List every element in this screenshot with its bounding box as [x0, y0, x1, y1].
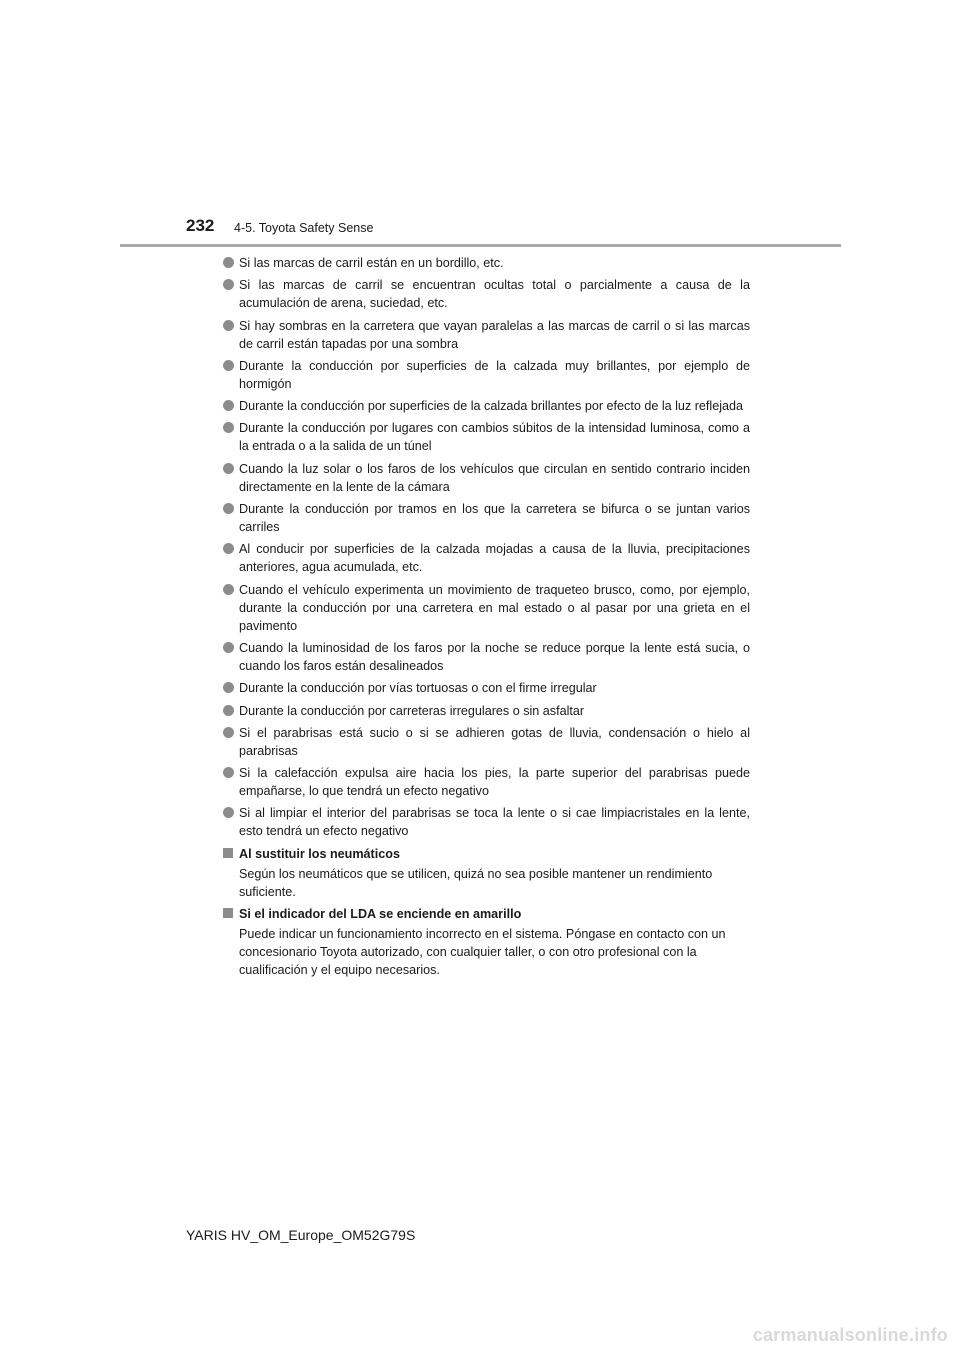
list-item — [222, 540, 750, 576]
circle-bullet-icon — [223, 682, 234, 693]
list-item-text: Durante la conducción por carreteras irregulares o sin asfaltar — [239, 703, 585, 718]
list-item — [222, 317, 750, 353]
list-item — [222, 276, 750, 312]
circle-bullet-icon — [223, 320, 234, 331]
section-title: 4-5. Toyota Safety Sense — [234, 221, 374, 235]
list-item-text: Durante la conducción por vías tortuosas o con el firme irregular — [239, 681, 597, 696]
note-body: Según los neumáticos que se utilicen, quizá no sea posible mantener un rendimiento suficiente. — [239, 866, 713, 899]
note-lda-indicator — [222, 905, 750, 979]
document-id: YARIS HV_OM_Europe_OM52G79S — [186, 1227, 416, 1243]
note-tires — [222, 845, 750, 901]
list-item — [222, 460, 750, 496]
circle-bullet-icon — [223, 503, 234, 514]
list-item-text: Si las marcas de carril están en un bordillo, etc. — [239, 256, 504, 270]
circle-bullet-icon — [223, 642, 234, 653]
list-item-text: Cuando el vehículo experimenta un movimiento de traqueteo brusco, como, por ejemplo, durante la conducción por una carretera en mal estado o al pasar por una grieta en el pavimento — [239, 582, 750, 633]
list-item-text: Si las marcas de carril se encuentran ocultas total o parcialmente a causa de la acumulación de arena, suciedad, etc. — [239, 278, 750, 311]
circle-bullet-icon — [223, 584, 234, 595]
header-divider — [120, 244, 841, 247]
circle-bullet-icon — [223, 463, 234, 474]
list-item — [222, 500, 750, 536]
list-item — [222, 764, 750, 800]
list-item-text: Cuando la luz solar o los faros de los vehículos que circulan en sentido contrario inciden directamente en la lente de la cámara — [239, 461, 750, 494]
square-bullet-icon — [223, 848, 233, 858]
list-item — [222, 724, 750, 760]
list-item-text: Si hay sombras en la carretera que vayan paralelas a las marcas de carril o si las marcas de carril están tapadas por una sombra — [239, 318, 750, 351]
circle-bullet-icon — [223, 422, 234, 433]
page-number: 232 — [186, 216, 215, 235]
note-heading-text: Si el indicador del LDA se enciende en amarillo — [239, 906, 522, 921]
note-heading — [222, 905, 750, 923]
list-item — [222, 397, 750, 415]
circle-bullet-icon — [223, 727, 234, 738]
list-item — [222, 419, 750, 455]
circle-bullet-icon — [223, 400, 234, 411]
list-item — [222, 702, 750, 720]
circle-bullet-icon — [223, 705, 234, 716]
circle-bullet-icon — [223, 807, 234, 818]
circle-bullet-icon — [223, 279, 234, 290]
list-item — [222, 804, 750, 840]
circle-bullet-icon — [223, 360, 234, 371]
list-item-text: Al conducir por superficies de la calzada mojadas a causa de la lluvia, precipitaciones anteriores, agua acumulada, etc. — [239, 542, 750, 575]
condition-list — [222, 254, 750, 840]
list-item-text: Cuando la luminosidad de los faros por la noche se reduce porque la lente está sucia, o cuando los faros están desalineados — [239, 640, 750, 673]
list-item — [222, 639, 750, 675]
list-item — [222, 254, 750, 272]
square-bullet-icon — [223, 908, 233, 918]
list-item-text: Si la calefacción expulsa aire hacia los pies, la parte superior del parabrisas puede empañarse, lo que tendrá un efecto negativo — [239, 766, 750, 799]
circle-bullet-icon — [223, 767, 234, 778]
list-item-text: Durante la conducción por lugares con cambios súbitos de la intensidad luminosa, como a la entrada o a la salida de un túnel — [239, 421, 750, 454]
list-item — [222, 357, 750, 393]
circle-bullet-icon — [223, 257, 234, 268]
list-item-text: Durante la conducción por tramos en los que la carretera se bifurca o se juntan varios carriles — [239, 502, 750, 535]
list-item-text: Si el parabrisas está sucio o si se adhieren gotas de lluvia, condensación o hielo al parabrisas — [239, 725, 750, 758]
list-item-text: Durante la conducción por superficies de la calzada muy brillantes, por ejemplo de hormigón — [239, 358, 750, 391]
note-heading — [222, 845, 750, 863]
list-item — [222, 581, 750, 635]
list-item-text: Si al limpiar el interior del parabrisas se toca la lente o si cae limpiacristales en la lente, esto tendrá un efecto negativo — [239, 806, 750, 839]
watermark: carmanualsonline.info — [752, 1325, 948, 1345]
circle-bullet-icon — [223, 543, 234, 554]
note-body: Puede indicar un funcionamiento incorrecto en el sistema. Póngase en contacto con un concesionario Toyota autorizado, con cualquier taller, o con otro profesional con la cualificación y el equipo necesarios. — [239, 926, 726, 977]
list-item — [222, 679, 750, 697]
list-item-text: Durante la conducción por superficies de la calzada brillantes por efecto de la luz reflejada — [239, 399, 744, 414]
page-content — [222, 254, 750, 983]
note-heading-text: Al sustituir los neumáticos — [239, 846, 400, 861]
